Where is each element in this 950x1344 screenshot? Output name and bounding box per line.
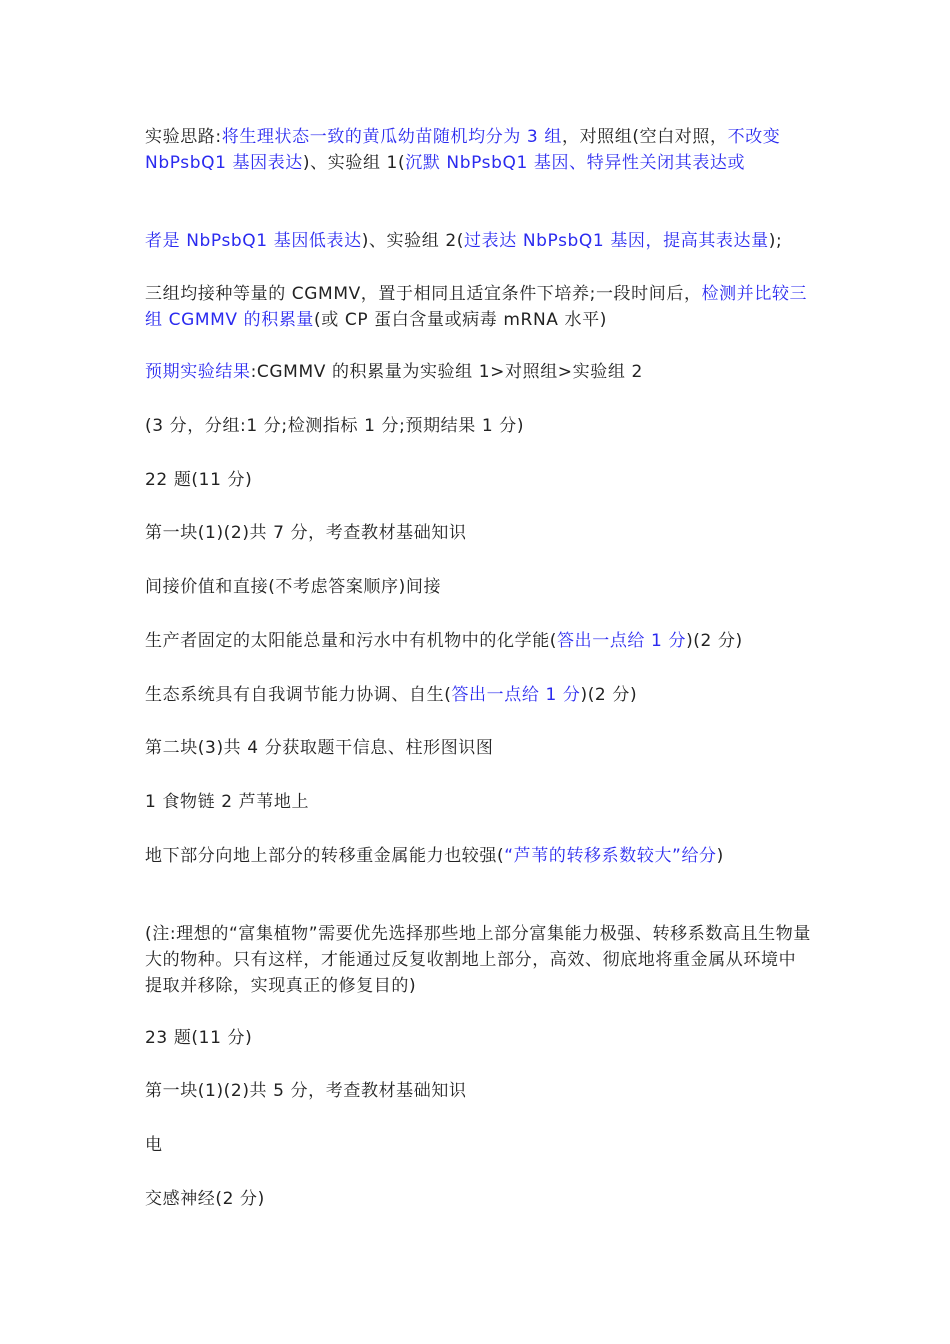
paragraph-q22-food-chain — [145, 789, 811, 815]
text-run: 23 题(11 分) — [145, 1028, 253, 1048]
heading-question-23 — [145, 1025, 811, 1051]
text-run: 第一块(1)(2)共 5 分，考查教材基础知识 — [145, 1081, 467, 1101]
text-run: )(2 分) — [686, 631, 743, 651]
highlighted-text: 将生理状态一致的黄瓜幼苗随机均分为 3 组 — [221, 127, 562, 147]
paragraph-experiment-group-2 — [145, 228, 811, 254]
paragraph-q22-part-2 — [145, 735, 811, 761]
text-run: 电 — [145, 1135, 163, 1155]
paragraph-inoculation — [145, 281, 811, 333]
text-run: 交感神经(2 分) — [145, 1189, 265, 1209]
highlighted-text: “芦苇的转移系数较大”给分 — [504, 846, 717, 866]
text-run: )、实验组 1( — [302, 153, 406, 173]
text-run: 实验思路: — [145, 127, 222, 147]
paragraph-q22-transfer — [145, 843, 811, 869]
text-run: )(2 分) — [580, 685, 638, 705]
highlighted-text: 答出一点给 1 分 — [557, 631, 687, 651]
text-run: 间接价值和直接(不考虑答案顺序)间接 — [145, 577, 442, 597]
text-run: ) — [716, 846, 724, 866]
highlighted-text: 检测并比较三组 CGMMV 的积累量 — [145, 284, 808, 330]
text-run: 第二块(3)共 4 分获取题干信息、柱形图识图 — [145, 738, 494, 758]
paragraph-q22-energy — [145, 628, 811, 654]
highlighted-text: 预期实验结果 — [145, 362, 251, 382]
text-run: (或 CP 蛋白含量或病毒 mRNA 水平) — [314, 310, 607, 330]
text-run: 22 题(11 分) — [145, 470, 253, 490]
text-run: 第一块(1)(2)共 7 分，考查教材基础知识 — [145, 523, 467, 543]
highlighted-text: 者是 NbPsbQ1 基因低表达 — [145, 231, 362, 251]
text-run: (3 分，分组:1 分;检测指标 1 分;预期结果 1 分) — [145, 416, 525, 436]
paragraph-q23-electric — [145, 1132, 811, 1158]
text-run: ，对照组(空白对照， — [561, 127, 728, 147]
paragraph-q22-regulation — [145, 682, 811, 708]
highlighted-text: 过表达 NbPsbQ1 基因，提高其表达量 — [464, 231, 769, 251]
paragraph-q23-sympathetic — [145, 1186, 811, 1212]
paragraph-scoring-note — [145, 413, 811, 439]
paragraph-expected-result — [145, 359, 811, 385]
text-run: :CGMMV 的积累量为实验组 1>对照组>实验组 2 — [250, 362, 643, 382]
text-run: 三组均接种等量的 CGMMV，置于相同且适宜条件下培养;一段时间后， — [145, 284, 702, 304]
highlighted-text: 答出一点给 1 分 — [451, 685, 581, 705]
text-run: 生产者固定的太阳能总量和污水中有机物中的化学能( — [145, 631, 558, 651]
paragraph-experiment-idea — [145, 124, 811, 176]
heading-question-22 — [145, 467, 811, 493]
text-run: 生态系统具有自我调节能力协调、自生( — [145, 685, 452, 705]
text-run: 地下部分向地上部分的转移重金属能力也较强( — [145, 846, 505, 866]
text-run: )、实验组 2( — [361, 231, 465, 251]
highlighted-text: 沉默 NbPsbQ1 基因、特异性关闭其表达或 — [405, 153, 746, 173]
paragraph-q23-part-1 — [145, 1078, 811, 1104]
highlighted-text: 不改变 NbPsbQ1 基因表达 — [145, 127, 781, 173]
text-run: (注:理想的“富集植物”需要优先选择那些地上部分富集能力极强、转移系数高且生物量大的物种。只有这样，才能通过反复收割地上部分，高效、彻底地将重金属从环境中提取并移除，实现真正的修复目的) — [145, 924, 811, 996]
text-run: 1 食物链 2 芦苇地上 — [145, 792, 310, 812]
paragraph-q22-note — [145, 921, 811, 999]
paragraph-q22-value — [145, 574, 811, 600]
text-run: ); — [768, 231, 783, 251]
paragraph-q22-part-1 — [145, 520, 811, 546]
